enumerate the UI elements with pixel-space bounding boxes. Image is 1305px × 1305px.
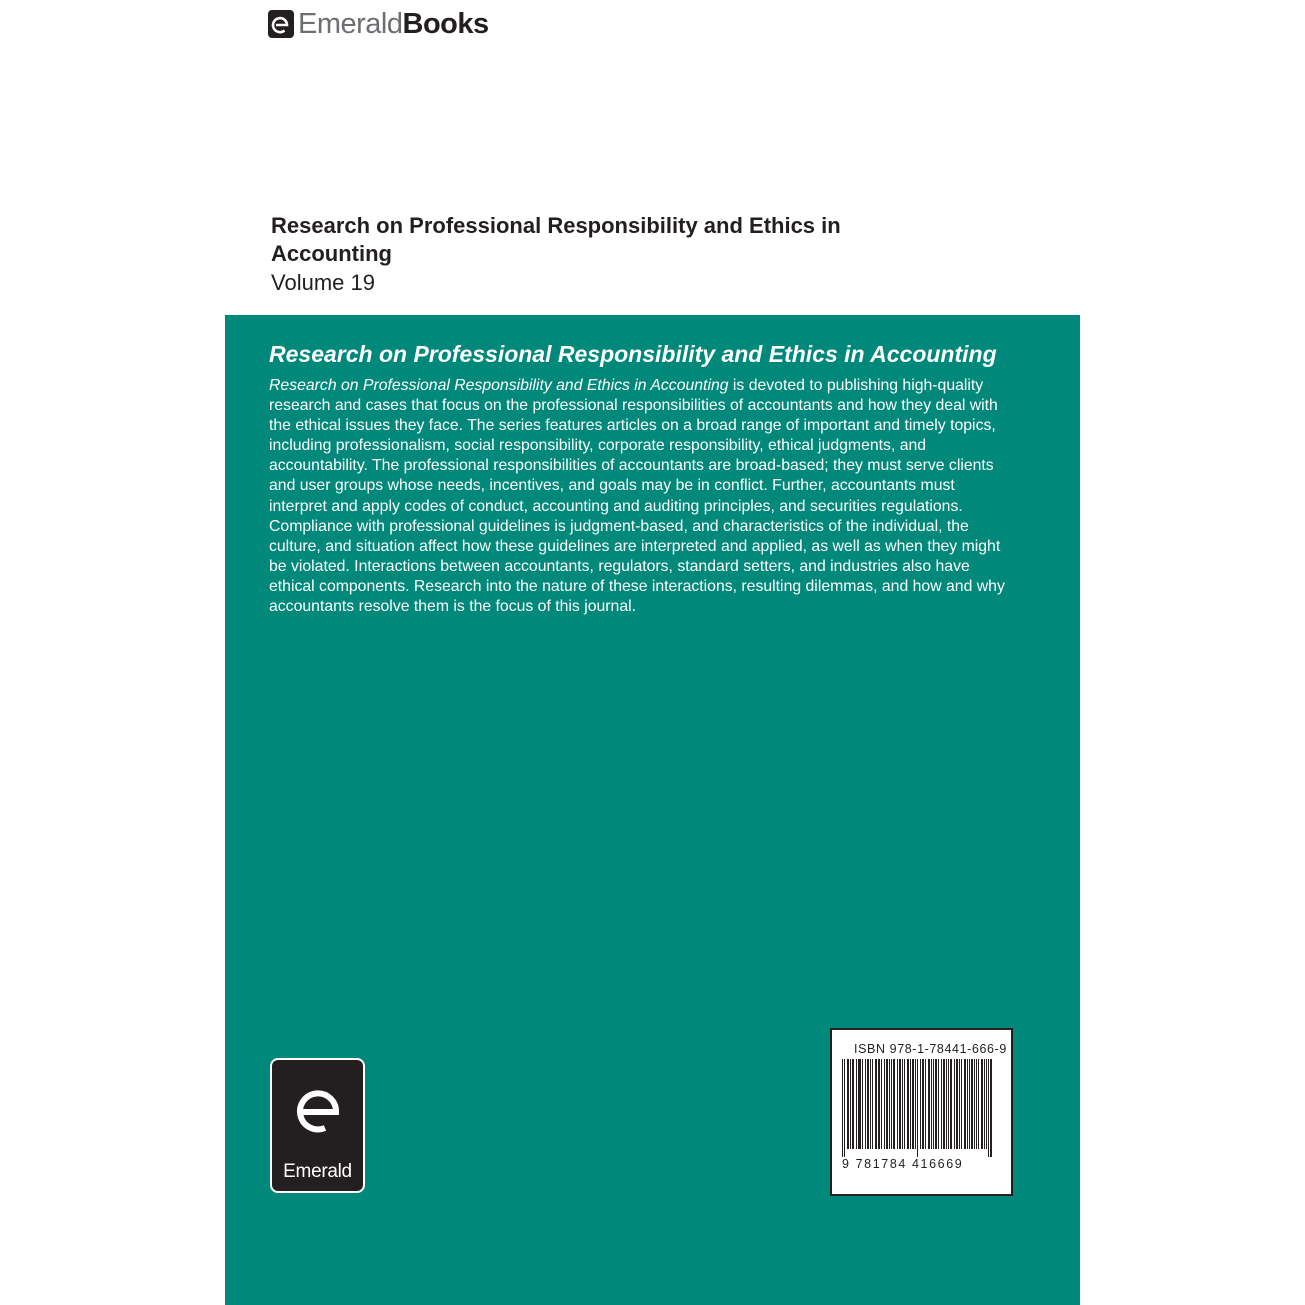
barcode-stripe: [876, 1059, 877, 1149]
barcode-stripe: [868, 1059, 869, 1149]
barcode-stripe: [923, 1059, 924, 1149]
barcode-stripe: [925, 1059, 926, 1149]
barcode-stripe: [878, 1059, 879, 1149]
barcode-stripe: [961, 1059, 962, 1149]
barcode-stripe: [943, 1059, 944, 1149]
barcode-stripe: [862, 1059, 863, 1149]
barcode-stripe: [931, 1059, 932, 1149]
barcode-digits: 9 781784 416669: [842, 1157, 964, 1171]
barcode-stripe: [922, 1059, 923, 1149]
brand-name: Emerald: [298, 8, 403, 40]
barcode-stripe: [954, 1059, 955, 1149]
barcode-stripe: [889, 1059, 890, 1149]
barcode-stripe: [946, 1059, 947, 1149]
barcode-stripe: [956, 1059, 957, 1149]
brand-books: Books: [402, 8, 489, 40]
barcode-stripe: [879, 1059, 880, 1149]
barcode-stripe: [894, 1059, 895, 1149]
barcode-stripe: [974, 1059, 975, 1149]
barcode-stripe: [844, 1059, 845, 1157]
barcode-stripe: [900, 1059, 901, 1149]
barcode-stripe: [891, 1059, 892, 1149]
barcode-stripe: [860, 1059, 861, 1149]
barcode-stripe: [991, 1059, 992, 1157]
emerald-logo-icon: [268, 10, 294, 38]
barcode-stripe: [950, 1059, 951, 1149]
barcode-stripe: [848, 1059, 849, 1149]
volume-number: Volume 19: [271, 270, 375, 295]
barcode-stripe: [865, 1059, 866, 1149]
description-text: is devoted to publishing high-quality research and cases that focus on the professional responsibilities of accountants and how they deal with the ethical issues they face. The series features articles on a broad range of important and timely topics, including professionalism, social responsibility, corporate responsibility, ethical judgments, and accountability. The professional responsibilities of accountants are broad-based; they must serve clients and user groups whose needs, incentives, and goals may be in conflict. Further, accountants must interpret and apply codes of conduct, accounting and auditing principles, and securities regulations. Compliance with professional guidelines is judgment-based, and characteristics of the individual, the culture, and situation affect how these guidelines are interpreted and applied, as well as when they might be violated. Interactions between accountants, regulators, standard setters, and industries also have ethical components. Research into the nature of these interactions, resulting dilemmas, and how and why accountants resolve them is the focus of this journal.: [269, 377, 1005, 616]
barcode-stripe: [859, 1059, 860, 1149]
barcode-stripe: [982, 1059, 983, 1149]
barcode-stripe: [933, 1059, 934, 1149]
barcode-stripe: [867, 1059, 868, 1149]
description-series-name: Research on Professional Responsibility and Ethics in Accounting: [269, 377, 729, 394]
barcode-stripe: [978, 1059, 979, 1149]
barcode-stripe: [964, 1059, 965, 1149]
barcode-stripe: [847, 1059, 848, 1149]
barcode-stripe: [938, 1059, 939, 1149]
barcode-stripe: [910, 1059, 911, 1149]
barcode-stripe: [957, 1059, 958, 1149]
barcode-stripe: [897, 1059, 898, 1149]
emblem-label: Emerald: [283, 1161, 352, 1182]
barcode-stripe: [969, 1059, 970, 1149]
series-title: Research on Professional Responsibility and Ethics in Accounting: [269, 341, 997, 367]
barcode-stripe: [875, 1059, 876, 1149]
barcode-stripe: [902, 1059, 903, 1149]
barcode-stripe: [936, 1059, 937, 1149]
barcode-stripe: [856, 1059, 857, 1149]
barcode-stripe: [899, 1059, 900, 1149]
barcode-stripe: [988, 1059, 989, 1157]
barcode-stripe: [951, 1059, 952, 1149]
barcode-stripe: [913, 1059, 914, 1149]
barcode-stripe: [944, 1059, 945, 1149]
barcode-stripe: [915, 1059, 916, 1149]
barcode-stripe: [917, 1059, 918, 1157]
emerald-emblem: [270, 1058, 365, 1193]
description-panel: [225, 315, 1080, 1305]
barcode-stripe: [852, 1059, 853, 1149]
barcode-stripe: [904, 1059, 905, 1149]
emerald-e-emblem-icon: [280, 1066, 355, 1156]
barcode-stripe: [884, 1059, 885, 1149]
barcode-stripe: [976, 1059, 977, 1149]
barcode-stripe: [929, 1059, 930, 1149]
barcode-stripe: [948, 1059, 949, 1149]
barcode-stripe: [886, 1059, 887, 1149]
barcode-stripe: [887, 1059, 888, 1149]
barcode-bars: [842, 1059, 992, 1157]
barcode-stripe: [965, 1059, 966, 1149]
barcode-stripe: [941, 1059, 942, 1149]
barcode-stripe: [971, 1059, 972, 1149]
barcode-stripe: [972, 1059, 973, 1149]
publisher-brand: [268, 8, 489, 40]
barcode-stripe: [872, 1059, 873, 1149]
barcode-stripe: [850, 1059, 851, 1149]
barcode-stripe: [907, 1059, 908, 1149]
barcode-stripe: [912, 1059, 913, 1149]
isbn-barcode: [830, 1028, 1013, 1196]
series-description: [269, 376, 1013, 617]
barcode-stripe: [893, 1059, 894, 1149]
barcode-stripe: [986, 1059, 987, 1149]
barcode-stripe: [853, 1059, 854, 1149]
barcode-stripe: [920, 1059, 921, 1149]
barcode-stripe: [842, 1059, 843, 1157]
book-title: Research on Professional Responsibility and Ethics in Accounting: [271, 213, 841, 266]
barcode-stripe: [984, 1059, 985, 1149]
barcode-stripe: [981, 1059, 982, 1149]
barcode-stripe: [870, 1059, 871, 1149]
barcode-stripe: [881, 1059, 882, 1149]
barcode-stripe: [959, 1059, 960, 1149]
barcode-stripe: [928, 1059, 929, 1149]
isbn-label: ISBN 978-1-78441-666-9: [854, 1042, 1007, 1056]
barcode-stripe: [858, 1059, 859, 1149]
barcode-stripe: [990, 1059, 991, 1157]
barcode-stripe: [967, 1059, 968, 1149]
barcode-stripe: [935, 1059, 936, 1149]
barcode-stripe: [908, 1059, 909, 1149]
